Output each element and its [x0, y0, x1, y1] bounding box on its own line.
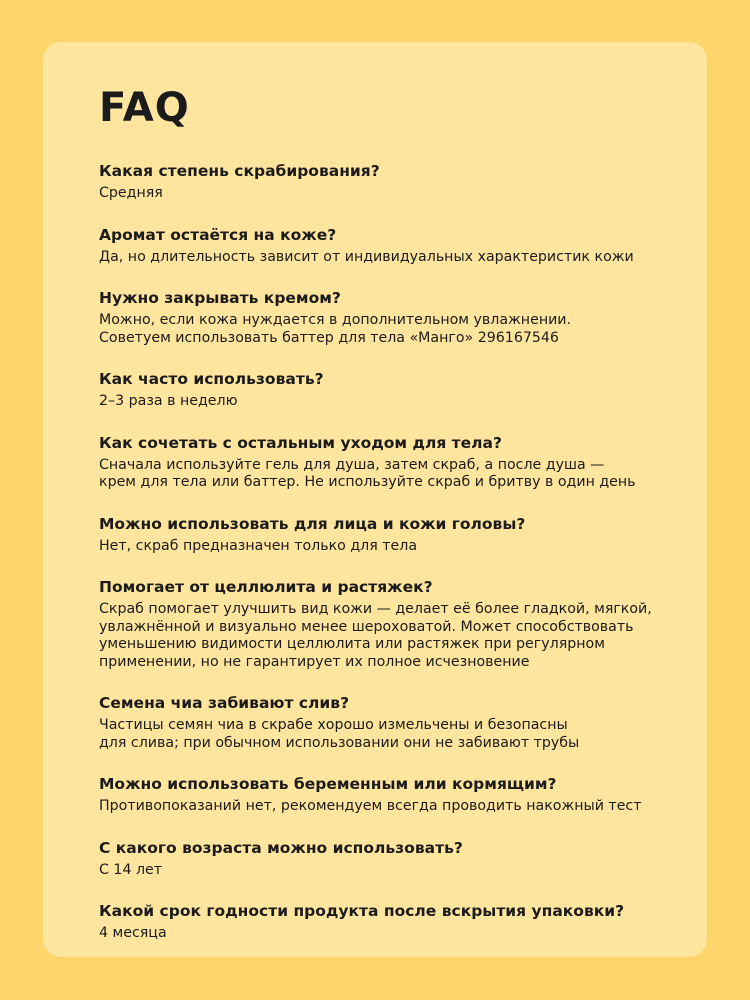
- faq-answer: [99, 393, 651, 411]
- faq-card: [43, 42, 707, 957]
- page-title: FAQ: [99, 85, 190, 131]
- faq-question: Как сочетать с остальным уходом для тела?: [99, 433, 502, 452]
- faq-answer-line: Частицы семян чиа в скрабе хорошо измельчены и безопасны: [99, 717, 568, 733]
- faq-item-1: [99, 226, 651, 267]
- faq-answer-line: увлажнённой и визуально менее шероховатой. Может способствовать: [99, 618, 634, 635]
- faq-answer: [99, 601, 651, 671]
- faq-answer: [99, 457, 651, 492]
- faq-answer-line: уменьшению видимости целлюлита или растяжек при регулярном: [99, 636, 605, 652]
- faq-answer: [99, 798, 651, 816]
- faq-item-6: [99, 578, 651, 671]
- faq-answer-line: Да, но длительность зависит от индивидуальных характеристик кожи: [99, 248, 634, 265]
- faq-question: Помогает от целлюлита и растяжек?: [99, 578, 433, 596]
- faq-answer: [99, 185, 651, 203]
- faq-item-8: [99, 775, 651, 816]
- faq-item-0: [99, 162, 651, 203]
- faq-answer-line: С 14 лет: [99, 861, 163, 878]
- faq-answer-line: Скраб помогает улучшить вид кожи — делает её более гладкой, мягкой,: [99, 601, 652, 617]
- faq-answer: [99, 312, 651, 347]
- faq-question: Как часто использовать?: [99, 370, 324, 388]
- faq-answer-line: Средняя: [99, 185, 163, 201]
- faq-item-9: [99, 839, 651, 880]
- faq-item-10: [99, 902, 651, 943]
- faq-question: Можно использовать для лица и кожи головы?: [99, 514, 526, 533]
- faq-answer-line: Сначала используйте гель для душа, затем скраб, а после душа —: [99, 456, 605, 473]
- faq-answer-line: 2–3 раза в неделю: [99, 393, 238, 409]
- faq-question: Семена чиа забивают слив?: [99, 694, 350, 712]
- faq-item-5: [99, 515, 651, 556]
- faq-question: Какая степень скрабирования?: [99, 162, 380, 180]
- faq-answer-line: крем для тела или баттер. Не используйте скраб и бритву в один день: [99, 474, 636, 490]
- faq-answer: [99, 717, 651, 752]
- faq-question: С какого возраста можно использовать?: [99, 838, 463, 857]
- faq-item-2: [99, 289, 651, 347]
- faq-answer-line: Можно, если кожа нуждается в дополнительном увлажнении.: [99, 312, 572, 328]
- faq-item-3: [99, 370, 651, 411]
- faq-answer: [99, 249, 651, 267]
- faq-item-7: [99, 694, 651, 752]
- faq-answer-line: 4 месяца: [99, 925, 167, 941]
- faq-question: Нужно закрывать кремом?: [99, 289, 341, 307]
- faq-item-4: [99, 434, 651, 492]
- faq-answer: [99, 862, 651, 880]
- faq-question: Можно использовать беременным или кормящим?: [99, 775, 557, 793]
- faq-question: Аромат остаётся на коже?: [99, 225, 337, 244]
- faq-answer: [99, 925, 651, 943]
- faq-answer-line: применении, но не гарантирует их полное исчезновение: [99, 653, 530, 670]
- faq-answer-line: Советуем использовать баттер для тела «Манго» 296167546: [99, 329, 559, 346]
- faq-question: Какой срок годности продукта после вскрытия упаковки?: [99, 902, 625, 920]
- faq-answer-line: для слива; при обычном использовании они не забивают трубы: [99, 734, 580, 751]
- faq-answer: [99, 538, 651, 556]
- faq-answer-line: Нет, скраб предназначен только для тела: [99, 537, 418, 554]
- faq-answer-line: Противопоказаний нет, рекомендуем всегда проводить накожный тест: [99, 798, 642, 814]
